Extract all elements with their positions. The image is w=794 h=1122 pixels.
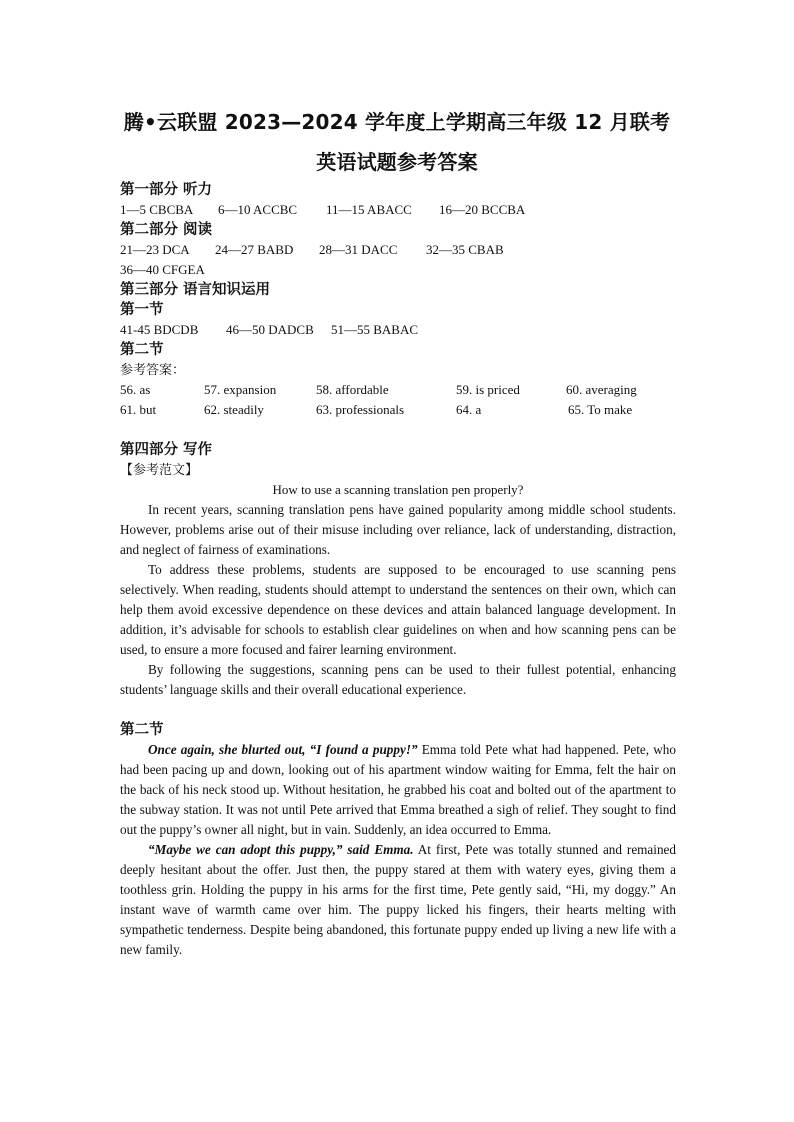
answer-group: 16—20 BCCBA (439, 202, 526, 217)
fill-answer: 56. as (120, 382, 151, 397)
writing-section2-heading: 第二节 (120, 722, 164, 738)
fill-answer: 60. averaging (566, 382, 637, 397)
fill-answer: 57. expansion (204, 382, 277, 397)
answer-group: 11—15 ABACC (326, 202, 412, 217)
part2-answers-row1 (120, 240, 676, 260)
answer-group: 6—10 ACCBC (218, 202, 298, 217)
essay-title: How to use a scanning translation pen properly? (272, 482, 524, 497)
answer-group: 28—31 DACC (319, 242, 398, 257)
sample-essay-label: 【参考范文】 (120, 462, 199, 477)
fill-answer: 58. affordable (316, 382, 389, 397)
answer-group: 46—50 DADCB (226, 322, 314, 337)
fill-answer: 62. steadily (204, 402, 264, 417)
answer-group: 51—55 BABAC (331, 322, 419, 337)
essay-paragraph: To address these problems, students are supposed to be encouraged to use scanning pens selectively. When reading, students should attempt to understand the sentences on their own, which can help them avoid excessive dependence on these devices and attain balanced language development. In addition, it’s advisable for schools to establish clear guidelines on when and how scanning pens can be used, to ensure a more focused and fairer learning environment. (120, 562, 676, 657)
part1-answers (120, 200, 676, 220)
reference-label: 参考答案： (120, 362, 186, 377)
section1-heading: 第一节 (120, 302, 164, 318)
story-text: At first, Pete was totally stunned and remained deeply hesitant about the offer. Just then, the puppy stared at them with watery eyes, giving them a toothless grin. Holding the puppy in his arms for the first time, Pete gently said, “Hi, my doggy.” An instant wave of warmth came over him. The puppy licked his fingers, their hearts melting with sympathetic tenderness. Despite being abandoned, this fortunate puppy ended up living a new life with a new family. (120, 842, 676, 957)
answer-group: 32—35 CBAB (426, 242, 504, 257)
fill-answer: 61. but (120, 402, 157, 417)
fill-answers-row1 (120, 380, 676, 400)
essay-paragraph: In recent years, scanning translation pens have gained popularity among middle school students. However, problems arise out of their misuse including over reliance, lack of understanding, distraction, and neglect of fairness of examinations. (120, 502, 676, 557)
section2-heading: 第二节 (120, 342, 164, 358)
part2-heading: 第二部分 阅读 (120, 222, 213, 238)
story-text: Emma told Pete what had happened. Pete, who had been pacing up and down, looking out of his apartment window waiting for Emma, felt the hair on the back of his neck stood up. Without hesitation, he grabbed his coat and bolted out of the apartment to the subway station. It was not until Pete arrived that Emma breathed a sigh of relief. They sought to find out the puppy’s owner all night, but in vain. Suddenly, an idea occurred to Emma. (120, 742, 676, 837)
part3-heading: 第三部分 语言知识运用 (120, 282, 271, 298)
fill-answer: 59. is priced (456, 382, 520, 397)
fill-answer: 63. professionals (316, 402, 405, 417)
part1-heading: 第一部分 听力 (120, 182, 213, 198)
answer-group: 1—5 CBCBA (120, 202, 194, 217)
fill-answer: 64. a (456, 402, 482, 417)
answer-group: 41-45 BDCDB (120, 322, 199, 337)
part4-heading: 第四部分 写作 (120, 442, 213, 458)
story-paragraph (120, 840, 676, 960)
story-lead-sentence: Once again, she blurted out, “I found a puppy!” (148, 742, 418, 757)
fill-answers-row2 (120, 400, 676, 420)
page-title: 腾•云联盟 2023—2024 学年度上学期高三年级 12 月联考 (123, 110, 671, 134)
story-lead-sentence: “Maybe we can adopt this puppy,” said Emma. (148, 842, 414, 857)
essay-paragraph: By following the suggestions, scanning pens can be used to their fullest potential, enhancing students’ language skills and their overall educational experience. (120, 662, 676, 697)
fill-answer: 65. To make (568, 402, 633, 417)
page-subtitle: 英语试题参考答案 (316, 150, 478, 174)
answer-content (120, 180, 676, 960)
section1-answers (120, 320, 676, 340)
part2-answers-row2: 36—40 CFGEA (120, 262, 205, 277)
story-paragraph (120, 740, 676, 840)
answer-group: 24—27 BABD (215, 242, 294, 257)
answer-group: 21—23 DCA (120, 242, 190, 257)
